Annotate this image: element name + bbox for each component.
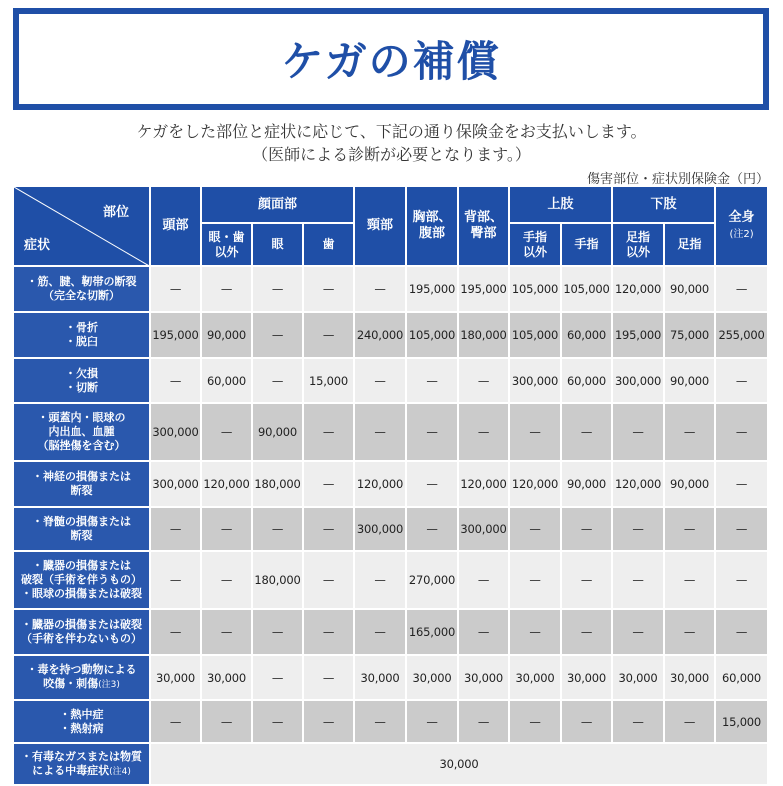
table-cell: — bbox=[716, 610, 769, 656]
table-cell: — bbox=[665, 404, 716, 462]
table-cell: 120,000 bbox=[510, 462, 562, 508]
intro-text bbox=[0, 120, 783, 166]
row-header-line: 破裂（手術を伴うもの） bbox=[21, 573, 142, 586]
col-whole-body bbox=[716, 187, 769, 267]
table-cell: — bbox=[253, 508, 304, 552]
table-cell: 105,000 bbox=[510, 313, 562, 359]
table-cell: — bbox=[355, 359, 407, 404]
col-lower-other-line-1: 足指 bbox=[626, 229, 651, 244]
table-cell: — bbox=[253, 313, 304, 359]
table-cell: 195,000 bbox=[151, 313, 202, 359]
row-header-line: ・脊髄の損傷または bbox=[32, 515, 131, 528]
merged-value-cell: 30,000 bbox=[151, 744, 769, 786]
table-row bbox=[14, 552, 769, 610]
row-header-line: 内出血、血腫 bbox=[48, 425, 115, 438]
table-cell: — bbox=[510, 701, 562, 744]
col-back-line-1: 背部、 bbox=[463, 210, 503, 225]
table-cell: — bbox=[304, 462, 355, 508]
row-header bbox=[14, 404, 151, 462]
table-cell: — bbox=[716, 508, 769, 552]
intro-line-2: （医師による診断が必要となります。） bbox=[252, 145, 531, 164]
table-cell: 60,000 bbox=[562, 359, 613, 404]
row-header-line: ・臓器の損傷または破裂 bbox=[21, 618, 142, 631]
table-cell: — bbox=[304, 404, 355, 462]
table-cell: 120,000 bbox=[355, 462, 407, 508]
table-cell: 255,000 bbox=[716, 313, 769, 359]
table-cell: 30,000 bbox=[562, 656, 613, 701]
row-header-line: ・有毒なガスまたは物質 bbox=[21, 749, 142, 763]
table-cell: 270,000 bbox=[407, 552, 459, 610]
table-cell: 90,000 bbox=[665, 462, 716, 508]
table-cell: 300,000 bbox=[151, 462, 202, 508]
row-header-line: ・切断 bbox=[65, 380, 98, 394]
table-cell: — bbox=[613, 701, 665, 744]
col-whole-body-note: (注2) bbox=[729, 228, 754, 240]
table-cell: — bbox=[304, 656, 355, 701]
table-cell: 180,000 bbox=[459, 313, 510, 359]
table-cell: 15,000 bbox=[304, 359, 355, 404]
table-cell: 105,000 bbox=[407, 313, 459, 359]
table-cell: — bbox=[716, 404, 769, 462]
table-cell: 300,000 bbox=[355, 508, 407, 552]
table-cell: — bbox=[510, 552, 562, 610]
table-cell: — bbox=[407, 359, 459, 404]
corner-symptom-label: 症状 bbox=[24, 238, 51, 253]
row-header-line: による中毒症状 bbox=[32, 763, 110, 777]
row-header-line: ・脱臼 bbox=[65, 335, 98, 348]
table-cell: 60,000 bbox=[562, 313, 613, 359]
col-lower-toes: 足指 bbox=[665, 224, 716, 267]
table-cell: 300,000 bbox=[459, 508, 510, 552]
table-cell: 195,000 bbox=[613, 313, 665, 359]
row-header bbox=[14, 656, 151, 701]
col-chest-line-1: 胸部、 bbox=[412, 210, 452, 225]
table-cell: 90,000 bbox=[665, 359, 716, 404]
table-row bbox=[14, 267, 769, 313]
table-cell: — bbox=[613, 508, 665, 552]
row-header bbox=[14, 359, 151, 404]
table-cell: — bbox=[202, 610, 253, 656]
table-cell: — bbox=[407, 508, 459, 552]
table-cell: — bbox=[562, 552, 613, 610]
col-eye: 眼 bbox=[253, 224, 304, 267]
table-cell: 60,000 bbox=[202, 359, 253, 404]
table-cell: — bbox=[665, 552, 716, 610]
table-cell: 30,000 bbox=[459, 656, 510, 701]
row-header-line: （脳挫傷を含む） bbox=[37, 439, 126, 452]
page-title: ケガの補償 bbox=[281, 37, 501, 86]
table-cell: — bbox=[304, 313, 355, 359]
table-cell: — bbox=[304, 267, 355, 313]
col-group-upper-limb: 上肢 bbox=[510, 187, 613, 224]
row-header-line: ・筋、腱、靭帯の断裂 bbox=[26, 275, 137, 288]
table-cell: — bbox=[304, 552, 355, 610]
table-cell: 30,000 bbox=[407, 656, 459, 701]
benefit-table bbox=[14, 187, 769, 786]
table-cell: — bbox=[202, 267, 253, 313]
table-cell: 300,000 bbox=[151, 404, 202, 462]
row-header-line: ・眼球の損傷または破裂 bbox=[21, 587, 142, 600]
row-header-line: ・臓器の損傷または bbox=[32, 559, 131, 572]
row-header bbox=[14, 313, 151, 359]
col-upper-other bbox=[510, 224, 562, 267]
table-cell: — bbox=[151, 267, 202, 313]
table-cell: — bbox=[407, 462, 459, 508]
table-row bbox=[14, 359, 769, 404]
table-cell: — bbox=[151, 701, 202, 744]
table-cell: 165,000 bbox=[407, 610, 459, 656]
table-cell: 30,000 bbox=[355, 656, 407, 701]
row-header-line: ・神経の損傷または bbox=[32, 470, 131, 483]
table-cell: 105,000 bbox=[562, 267, 613, 313]
table-cell: 90,000 bbox=[562, 462, 613, 508]
table-cell: — bbox=[253, 610, 304, 656]
row-header bbox=[14, 267, 151, 313]
corner-part-label: 部位 bbox=[102, 205, 129, 220]
table-cell: 300,000 bbox=[613, 359, 665, 404]
col-chest-line-2: 腹部 bbox=[418, 226, 445, 241]
row-header bbox=[14, 610, 151, 656]
table-cell: 195,000 bbox=[459, 267, 510, 313]
table-cell: — bbox=[562, 701, 613, 744]
table-cell: — bbox=[253, 359, 304, 404]
table-cell: — bbox=[562, 404, 613, 462]
col-upper-other-line-2: 以外 bbox=[522, 244, 547, 259]
table-cell: — bbox=[665, 701, 716, 744]
row-header-line: 断裂 bbox=[70, 484, 93, 497]
table-cell: — bbox=[304, 508, 355, 552]
table-cell: 30,000 bbox=[202, 656, 253, 701]
table-cell: — bbox=[613, 552, 665, 610]
table-cell: — bbox=[716, 359, 769, 404]
row-header-line: ・毒を持つ動物による bbox=[26, 663, 137, 676]
table-cell: — bbox=[459, 359, 510, 404]
col-face-other bbox=[202, 224, 253, 267]
table-cell: — bbox=[355, 267, 407, 313]
col-lower-other bbox=[613, 224, 665, 267]
table-cell: — bbox=[202, 508, 253, 552]
table-row bbox=[14, 656, 769, 701]
table-cell: — bbox=[716, 462, 769, 508]
table-cell: 30,000 bbox=[510, 656, 562, 701]
table-row bbox=[14, 404, 769, 462]
table-cell: — bbox=[151, 359, 202, 404]
table-cell: 120,000 bbox=[459, 462, 510, 508]
row-header-line: ・骨折 bbox=[65, 321, 98, 334]
row-header-note: (注3) bbox=[98, 680, 120, 690]
table-row bbox=[14, 462, 769, 508]
row-header bbox=[14, 744, 151, 786]
table-cell: — bbox=[355, 404, 407, 462]
table-cell: 240,000 bbox=[355, 313, 407, 359]
table-cell: — bbox=[151, 610, 202, 656]
unit-note: 傷害部位・症状別保険金（円） bbox=[586, 172, 769, 187]
row-header-line: ・熱中症 bbox=[59, 707, 104, 721]
table-row bbox=[14, 508, 769, 552]
table-cell: 120,000 bbox=[613, 462, 665, 508]
table-cell: — bbox=[613, 610, 665, 656]
table-cell: 105,000 bbox=[510, 267, 562, 313]
table-cell: 90,000 bbox=[253, 404, 304, 462]
col-whole-body-label: 全身 bbox=[728, 209, 755, 225]
table-cell: — bbox=[151, 552, 202, 610]
table-cell: — bbox=[202, 404, 253, 462]
corner-diagonal bbox=[14, 187, 151, 267]
table-cell: — bbox=[407, 404, 459, 462]
table-cell: — bbox=[459, 701, 510, 744]
col-head: 頭部 bbox=[151, 187, 202, 267]
table-cell: 90,000 bbox=[202, 313, 253, 359]
row-header-line: ・頭蓋内・眼球の bbox=[37, 411, 126, 424]
table-cell: — bbox=[510, 508, 562, 552]
table-body bbox=[14, 267, 769, 786]
table-cell: — bbox=[253, 656, 304, 701]
table-row bbox=[14, 313, 769, 359]
row-header bbox=[14, 508, 151, 552]
col-group-face: 顔面部 bbox=[202, 187, 355, 224]
table-cell: 195,000 bbox=[407, 267, 459, 313]
table-cell: 120,000 bbox=[613, 267, 665, 313]
table-cell: — bbox=[562, 508, 613, 552]
table-cell: — bbox=[304, 610, 355, 656]
table-cell: 30,000 bbox=[151, 656, 202, 701]
table-row bbox=[14, 701, 769, 744]
row-header bbox=[14, 462, 151, 508]
table-cell: — bbox=[151, 508, 202, 552]
col-back-line-2: 臀部 bbox=[470, 226, 497, 241]
row-header-line: ・熱射病 bbox=[59, 721, 104, 735]
table-cell: — bbox=[253, 701, 304, 744]
table-cell: — bbox=[202, 701, 253, 744]
col-tooth: 歯 bbox=[304, 224, 355, 267]
table-cell: — bbox=[665, 610, 716, 656]
table-cell: — bbox=[202, 552, 253, 610]
table-cell: 300,000 bbox=[510, 359, 562, 404]
table-cell: — bbox=[355, 701, 407, 744]
table-cell: 90,000 bbox=[665, 267, 716, 313]
col-upper-fingers: 手指 bbox=[562, 224, 613, 267]
table-cell: — bbox=[510, 404, 562, 462]
table-cell: — bbox=[716, 267, 769, 313]
table-row bbox=[14, 744, 769, 786]
col-lower-other-line-2: 以外 bbox=[626, 244, 651, 259]
table-cell: — bbox=[355, 552, 407, 610]
col-neck: 頸部 bbox=[355, 187, 407, 267]
table-row bbox=[14, 610, 769, 656]
col-back bbox=[459, 187, 510, 267]
table-cell: 180,000 bbox=[253, 462, 304, 508]
table-cell: 30,000 bbox=[665, 656, 716, 701]
table-cell: 15,000 bbox=[716, 701, 769, 744]
table-cell: — bbox=[665, 508, 716, 552]
row-header bbox=[14, 552, 151, 610]
table-cell: — bbox=[562, 610, 613, 656]
table-cell: 75,000 bbox=[665, 313, 716, 359]
row-header-line: ・欠損 bbox=[65, 366, 98, 380]
table-cell: — bbox=[716, 552, 769, 610]
intro-line-1: ケガをした部位と症状に応じて、下記の通り保険金をお支払いします。 bbox=[136, 122, 647, 141]
table-cell: 60,000 bbox=[716, 656, 769, 701]
col-face-other-line-1: 眼・歯 bbox=[208, 229, 245, 244]
table-cell: — bbox=[304, 701, 355, 744]
row-header-line: （手術を伴わないもの） bbox=[21, 632, 142, 645]
col-chest bbox=[407, 187, 459, 267]
table-cell: 120,000 bbox=[202, 462, 253, 508]
table-cell: — bbox=[459, 552, 510, 610]
header-corner bbox=[14, 187, 151, 267]
table-cell: — bbox=[253, 267, 304, 313]
table-cell: 30,000 bbox=[613, 656, 665, 701]
row-header-line: （完全な切断） bbox=[43, 289, 120, 302]
table-cell: — bbox=[407, 701, 459, 744]
table-cell: — bbox=[510, 610, 562, 656]
table-cell: — bbox=[355, 610, 407, 656]
row-header bbox=[14, 701, 151, 744]
col-group-lower-limb: 下肢 bbox=[613, 187, 716, 224]
row-header-line: 咬傷・刺傷 bbox=[43, 677, 99, 690]
col-upper-other-line-1: 手指 bbox=[522, 229, 547, 244]
title-banner bbox=[13, 8, 769, 110]
row-header-note: (注4) bbox=[109, 766, 131, 777]
row-header-line: 断裂 bbox=[70, 529, 93, 542]
table-cell: — bbox=[613, 404, 665, 462]
table-cell: 180,000 bbox=[253, 552, 304, 610]
col-face-other-line-2: 以外 bbox=[214, 244, 239, 259]
table-cell: — bbox=[459, 404, 510, 462]
table-cell: — bbox=[459, 610, 510, 656]
